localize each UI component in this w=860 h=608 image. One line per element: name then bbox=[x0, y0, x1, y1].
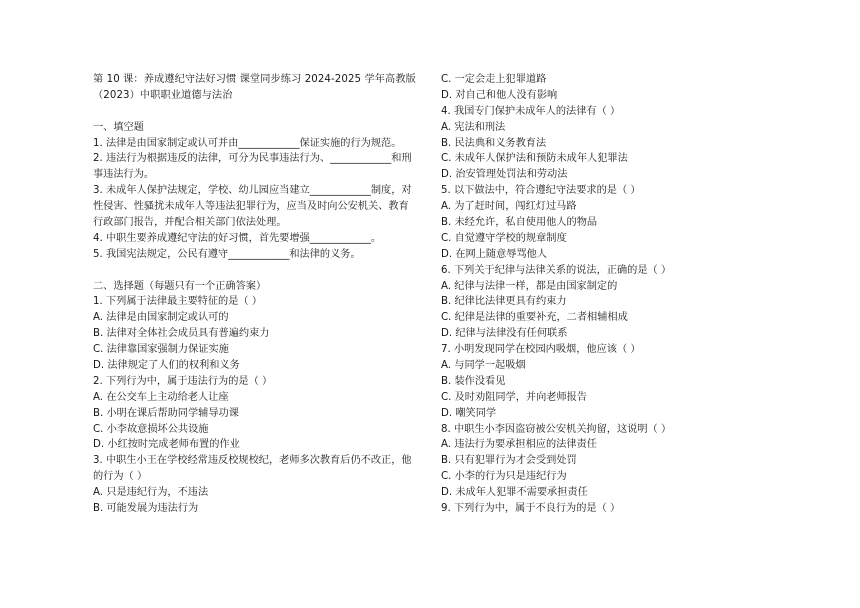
choice-line: D. 纪律与法律没有任何联系 bbox=[441, 328, 568, 340]
choice-line: C. 未成年人保护法和预防未成年人犯罪法 bbox=[441, 153, 628, 165]
spacer bbox=[93, 263, 423, 279]
choice-line: B. 法律对全体社会成员具有普遍约束力 bbox=[93, 328, 270, 340]
choice-line: 的行为（ ） bbox=[93, 471, 148, 483]
choice-line: C. 一定会走上犯罪道路 bbox=[441, 74, 547, 85]
document-subtitle: （2023）中职职业道德与法治 bbox=[93, 89, 233, 101]
choice-line: 1. 下列属于法律最主要特征的是（ ） bbox=[93, 296, 263, 308]
section-heading-fill-blank: 一、填空题 bbox=[93, 121, 144, 133]
choice-line: C. 小李故意损坏公共设施 bbox=[93, 423, 209, 435]
choice-line: D. 嘲笑同学 bbox=[441, 407, 497, 419]
left-column bbox=[93, 72, 423, 517]
choice-line: 7. 小明发现同学在校园内吸烟，他应该（ ） bbox=[441, 344, 641, 356]
choice-line: 5. 以下做法中，符合遵纪守法要求的是（ ） bbox=[441, 185, 641, 197]
choice-line: A. 法律是由国家制定或认可的 bbox=[93, 312, 229, 324]
fill-blank-line: 行政部门报告，并配合相关部门依法处理。 bbox=[93, 217, 287, 229]
fill-blank-line: 事违法行为。 bbox=[93, 169, 155, 181]
choice-line: A. 为了赶时间，闯红灯过马路 bbox=[441, 201, 577, 213]
choice-line: C. 自觉遵守学校的规章制度 bbox=[441, 232, 567, 244]
fill-blank-line: 2. 违法行为根据违反的法律，可分为民事违法行为、____________和刑 bbox=[93, 153, 412, 165]
right-column bbox=[441, 72, 771, 517]
choice-line: 9. 下列行为中，属于不良行为的是（ ） bbox=[441, 503, 621, 515]
choice-line: B. 只有犯罪行为才会受到处罚 bbox=[441, 455, 577, 467]
fill-blank-line: 5. 我国宪法规定，公民有遵守____________和法律的义务。 bbox=[93, 248, 361, 260]
choice-line: B. 可能发展为违法行为 bbox=[93, 503, 199, 515]
fill-blank-line: 4. 中职生要养成遵纪守法的好习惯，首先要增强____________。 bbox=[93, 232, 382, 244]
fill-blank-line: 性侵害、性骚扰未成年人等违法犯罪行为，应当及时向公安机关、教育 bbox=[93, 201, 409, 213]
choice-line: D. 对自己和他人没有影响 bbox=[441, 89, 558, 101]
choice-line: 3. 中职生小王在学校经常违反校规校纪，老师多次教育后仍不改正，他 bbox=[93, 455, 412, 467]
choice-line: D. 在网上随意辱骂他人 bbox=[441, 248, 548, 260]
choice-line: 8. 中职生小李因盗窃被公安机关拘留，这说明（ ） bbox=[441, 423, 672, 435]
choice-line: 6. 下列关于纪律与法律关系的说法，正确的是（ ） bbox=[441, 264, 672, 276]
choice-line: D. 治安管理处罚法和劳动法 bbox=[441, 169, 568, 181]
choice-line: A. 在公交车上主动给老人让座 bbox=[93, 391, 229, 403]
choice-line: A. 与同学一起吸烟 bbox=[441, 360, 526, 372]
choice-line: C. 及时劝阻同学，并向老师报告 bbox=[441, 391, 588, 403]
choice-line: D. 小红按时完成老师布置的作业 bbox=[93, 439, 240, 451]
spacer bbox=[93, 104, 423, 120]
choice-line: B. 装作没看见 bbox=[441, 375, 506, 387]
choice-line: D. 法律规定了人们的权利和义务 bbox=[93, 360, 240, 372]
choice-line: C. 小李的行为只是违纪行为 bbox=[441, 471, 567, 483]
choice-line: 4. 我国专门保护未成年人的法律有（ ） bbox=[441, 105, 621, 117]
choice-line: C. 法律靠国家强制力保证实施 bbox=[93, 344, 229, 356]
choice-line: C. 纪律是法律的重要补充，二者相辅相成 bbox=[441, 312, 628, 324]
choice-line: A. 宪法和刑法 bbox=[441, 121, 506, 133]
choice-line: B. 民法典和义务教育法 bbox=[441, 137, 547, 149]
fill-blank-line: 1. 法律是由国家制定或认可并由____________保证实施的行为规范。 bbox=[93, 137, 402, 149]
choice-line: B. 未经允许，私自使用他人的物品 bbox=[441, 217, 598, 229]
fill-blank-line: 3. 未成年人保护法规定，学校、幼儿园应当建立____________制度，对 bbox=[93, 185, 412, 197]
section-heading-choice: 二、选择题（每题只有一个正确答案） bbox=[93, 280, 267, 292]
choice-line: 2. 下列行为中，属于违法行为的是（ ） bbox=[93, 375, 273, 387]
choice-line: D. 未成年人犯罪不需要承担责任 bbox=[441, 487, 588, 499]
choice-line: A. 违法行为要承担相应的法律责任 bbox=[441, 439, 597, 451]
choice-line: A. 纪律与法律一样，都是由国家制定的 bbox=[441, 280, 618, 292]
document-title: 第 10 课：养成遵纪守法好习惯 课堂同步练习 2024-2025 学年高教版 bbox=[93, 74, 416, 85]
choice-line: A. 只是违纪行为，不违法 bbox=[93, 487, 209, 499]
choice-line: B. 纪律比法律更具有约束力 bbox=[441, 296, 567, 308]
choice-line: B. 小明在课后帮助同学辅导功课 bbox=[93, 407, 239, 419]
